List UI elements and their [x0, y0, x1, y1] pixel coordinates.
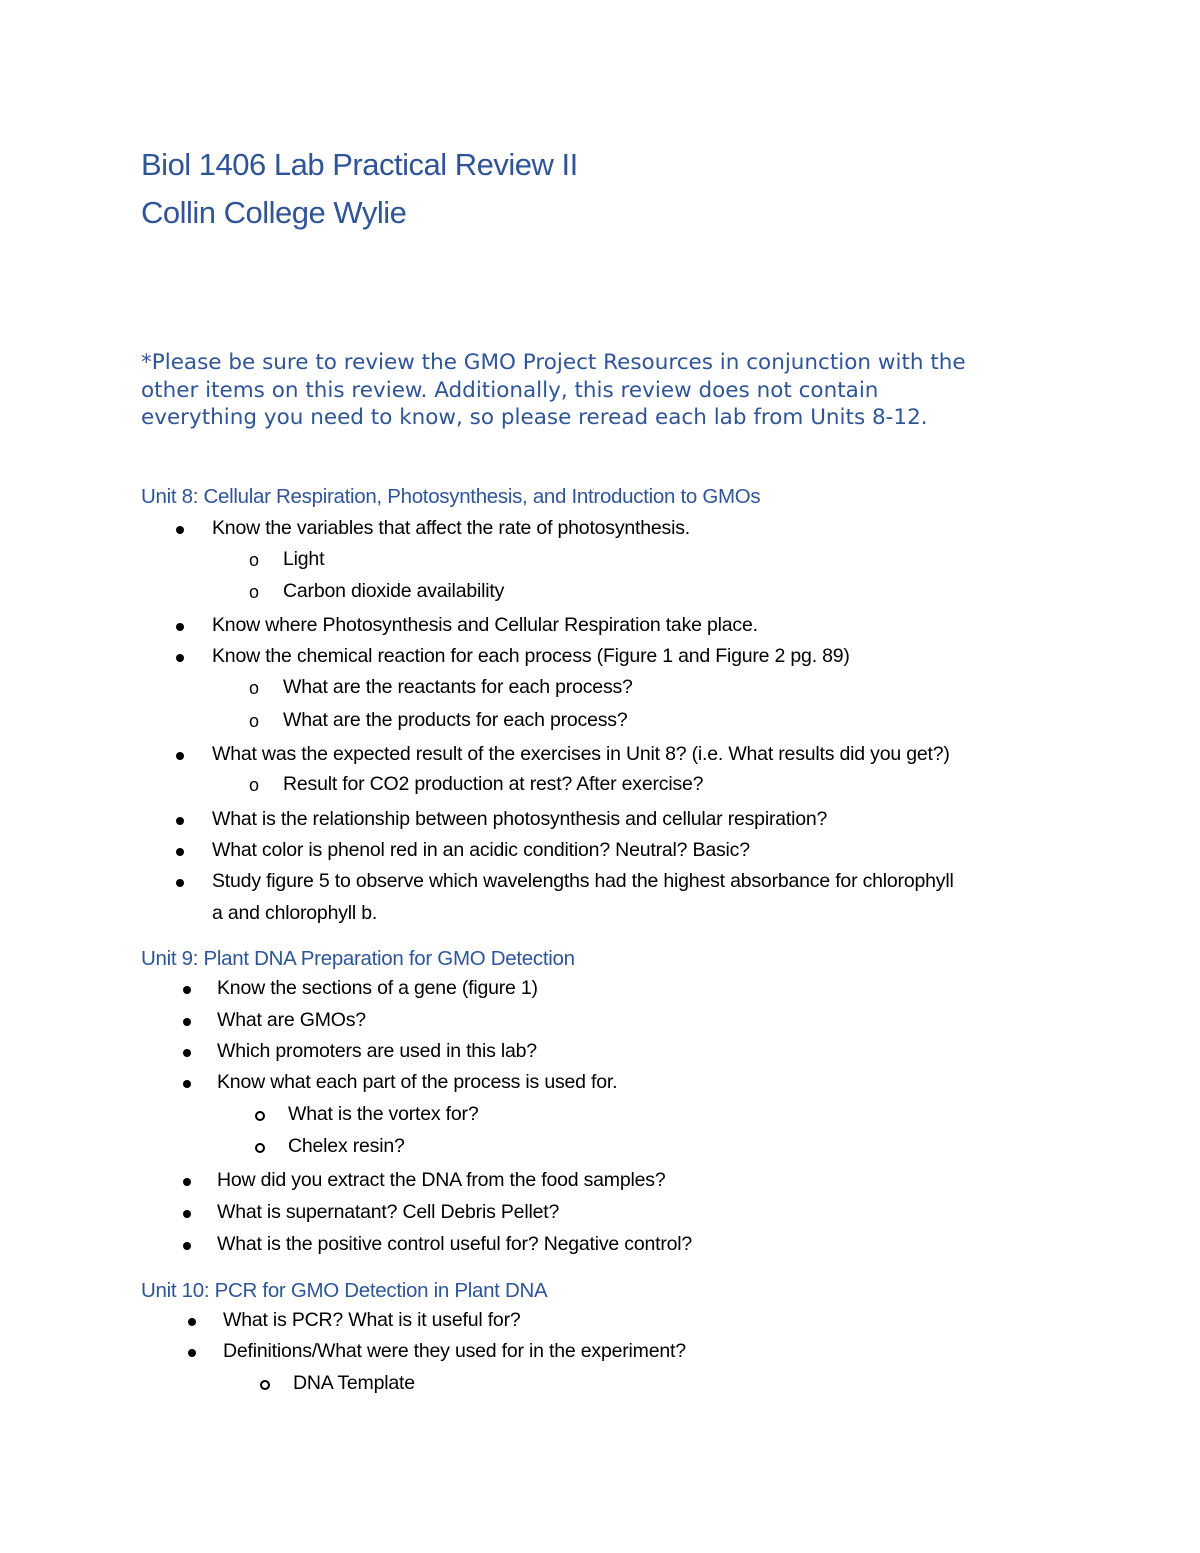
circle-bullet-icon	[255, 1143, 265, 1153]
list-item: Know the variables that affect the rate of photosynthesis.	[212, 517, 691, 539]
list-item: Definitions/What were they used for in the experiment?	[223, 1340, 686, 1362]
list-subitem: Result for CO2 production at rest? After exercise?	[283, 773, 704, 795]
list-item: Study figure 5 to observe which wavelengths had the highest absorbance for chlorophyll	[212, 870, 954, 892]
bullet-icon	[176, 817, 184, 825]
bullet-icon	[183, 1049, 191, 1057]
list-item: Know where Photosynthesis and Cellular Respiration take place.	[212, 614, 758, 636]
circle-bullet-icon	[260, 1380, 270, 1390]
list-subitem: DNA Template	[293, 1372, 415, 1394]
unit9-heading: Unit 9: Plant DNA Preparation for GMO Detection	[141, 947, 575, 970]
bullet-icon	[188, 1349, 196, 1357]
list-item: Know what each part of the process is used for.	[217, 1071, 618, 1093]
list-subitem: Carbon dioxide availability	[283, 580, 505, 602]
circle-bullet-icon: o	[249, 711, 260, 731]
list-item: Know the chemical reaction for each process (Figure 1 and Figure 2 pg. 89)	[212, 645, 850, 667]
circle-bullet-icon: o	[249, 550, 260, 570]
bullet-icon	[183, 1178, 191, 1186]
unit8-heading: Unit 8: Cellular Respiration, Photosynthesis, and Introduction to GMOs	[141, 485, 761, 508]
bullet-icon	[176, 526, 184, 534]
circle-bullet-icon: o	[249, 678, 260, 698]
list-item: What is PCR? What is it useful for?	[223, 1309, 521, 1331]
bullet-icon	[183, 1210, 191, 1218]
document-title: Biol 1406 Lab Practical Review II	[141, 147, 578, 182]
list-item: What is the relationship between photosynthesis and cellular respiration?	[212, 808, 828, 830]
list-item: What is the positive control useful for? Negative control?	[217, 1233, 693, 1255]
note-line: other items on this review. Additionally, this review does not contain	[141, 377, 879, 403]
circle-bullet-icon: o	[249, 582, 260, 602]
review-note	[141, 349, 1071, 432]
bullet-icon	[176, 623, 184, 631]
list-item: How did you extract the DNA from the food samples?	[217, 1169, 666, 1191]
bullet-icon	[183, 1242, 191, 1250]
bullet-icon	[183, 1018, 191, 1026]
list-item: Which promoters are used in this lab?	[217, 1040, 537, 1062]
document-subtitle: Collin College Wylie	[141, 195, 407, 230]
list-item: Know the sections of a gene (figure 1)	[217, 977, 538, 999]
list-item: What was the expected result of the exercises in Unit 8? (i.e. What results did you get?)	[212, 743, 950, 765]
bullet-icon	[176, 848, 184, 856]
bullet-icon	[176, 752, 184, 760]
note-line: everything you need to know, so please reread each lab from Units 8-12.	[141, 405, 928, 430]
list-item-continuation: a and chlorophyll b.	[212, 902, 378, 924]
list-item: What are GMOs?	[217, 1009, 366, 1031]
bullet-icon	[188, 1318, 196, 1326]
list-subitem: What is the vortex for?	[288, 1103, 479, 1125]
list-item: What color is phenol red in an acidic condition? Neutral? Basic?	[212, 839, 750, 861]
list-subitem: Chelex resin?	[288, 1135, 405, 1157]
list-item: What is supernatant? Cell Debris Pellet?	[217, 1201, 560, 1223]
circle-bullet-icon: o	[249, 775, 260, 795]
bullet-icon	[183, 986, 191, 994]
bullet-icon	[183, 1080, 191, 1088]
list-subitem: What are the products for each process?	[283, 709, 628, 731]
note-line: *Please be sure to review the GMO Project Resources in conjunction with the	[141, 350, 966, 375]
unit10-heading: Unit 10: PCR for GMO Detection in Plant DNA	[141, 1279, 548, 1302]
bullet-icon	[176, 654, 184, 662]
bullet-icon	[176, 879, 184, 887]
circle-bullet-icon	[255, 1111, 265, 1121]
list-subitem: What are the reactants for each process?	[283, 676, 633, 698]
list-subitem: Light	[283, 548, 325, 570]
